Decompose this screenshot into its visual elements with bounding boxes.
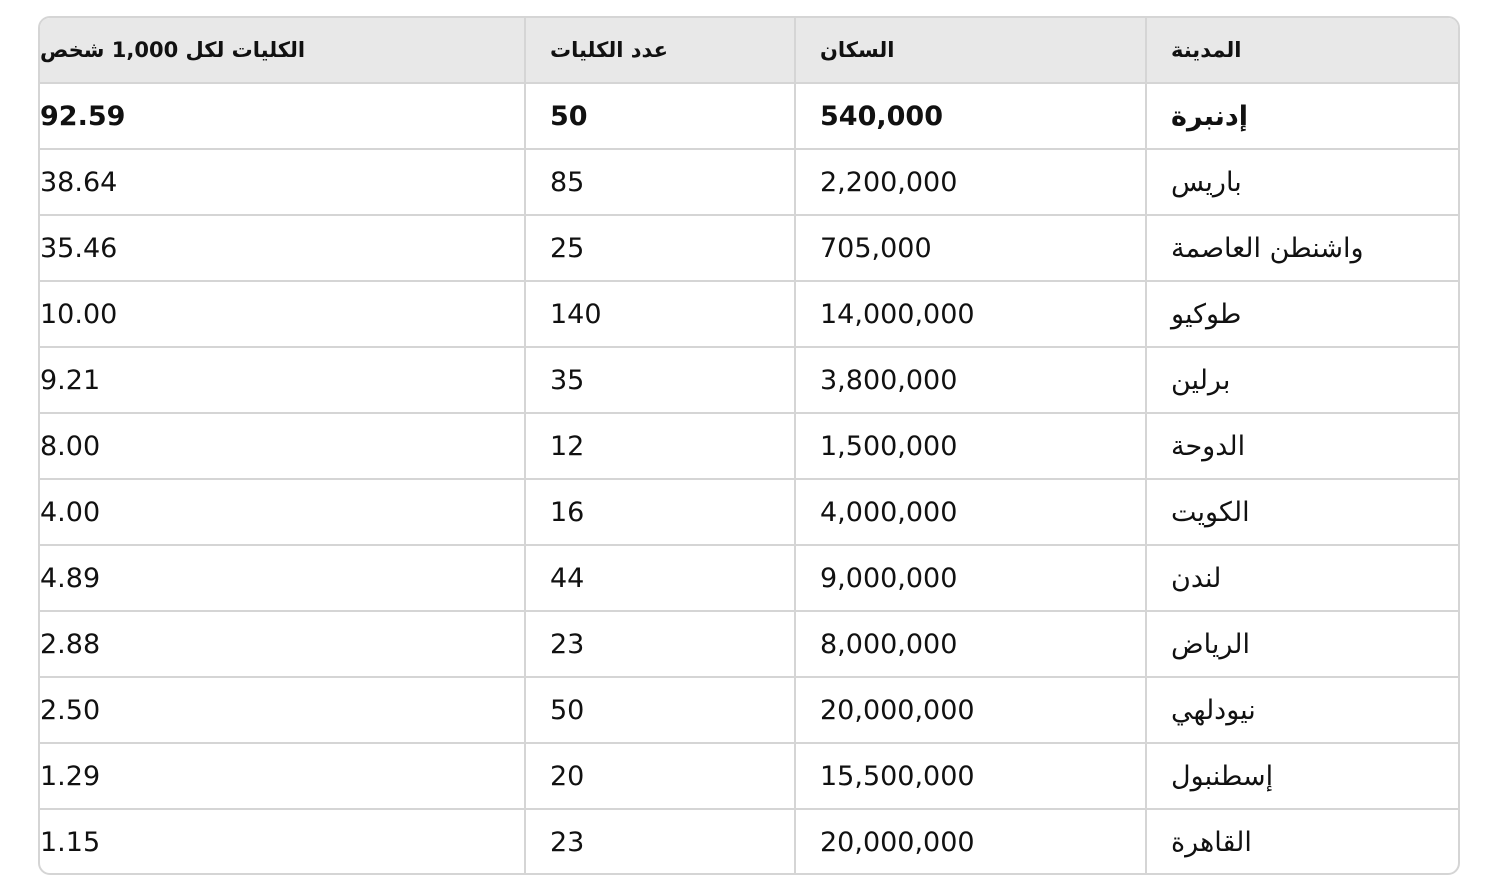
cell-ratio: 8.00 — [40, 413, 525, 479]
cell-ratio: 1.15 — [40, 809, 525, 874]
cell-colleges: 85 — [525, 149, 795, 215]
cell-ratio: 4.00 — [40, 479, 525, 545]
cell-city: الرياض — [1146, 611, 1460, 677]
cell-city: طوكيو — [1146, 281, 1460, 347]
cell-population: 15,500,000 — [795, 743, 1146, 809]
cell-colleges: 50 — [525, 83, 795, 149]
table-row — [40, 479, 1460, 545]
cell-ratio: 1.29 — [40, 743, 525, 809]
cell-colleges: 20 — [525, 743, 795, 809]
cell-city: الكويت — [1146, 479, 1460, 545]
cell-colleges: 16 — [525, 479, 795, 545]
table-row — [40, 149, 1460, 215]
cell-ratio: 2.50 — [40, 677, 525, 743]
table-row — [40, 281, 1460, 347]
cell-ratio: 35.46 — [40, 215, 525, 281]
cell-population: 8,000,000 — [795, 611, 1146, 677]
cell-city: إدنبرة — [1146, 83, 1460, 149]
header-colleges: عدد الكليات — [525, 18, 795, 83]
cell-population: 20,000,000 — [795, 677, 1146, 743]
cell-ratio: 2.88 — [40, 611, 525, 677]
table-row — [40, 215, 1460, 281]
table-row — [40, 743, 1460, 809]
header-ratio: الكليات لكل 1,000 شخص — [40, 18, 525, 83]
colleges-table-container — [38, 16, 1460, 875]
cell-population: 705,000 — [795, 215, 1146, 281]
cell-ratio: 92.59 — [40, 83, 525, 149]
header-row — [40, 18, 1460, 83]
header-population: السكان — [795, 18, 1146, 83]
cell-colleges: 25 — [525, 215, 795, 281]
cell-population: 3,800,000 — [795, 347, 1146, 413]
cell-population: 540,000 — [795, 83, 1146, 149]
cell-colleges: 44 — [525, 545, 795, 611]
colleges-table — [40, 18, 1460, 874]
cell-population: 1,500,000 — [795, 413, 1146, 479]
cell-colleges: 23 — [525, 809, 795, 874]
table-row — [40, 545, 1460, 611]
table-row — [40, 611, 1460, 677]
cell-city: إسطنبول — [1146, 743, 1460, 809]
table-row — [40, 347, 1460, 413]
cell-colleges: 12 — [525, 413, 795, 479]
cell-city: الدوحة — [1146, 413, 1460, 479]
cell-colleges: 140 — [525, 281, 795, 347]
table-row — [40, 413, 1460, 479]
cell-population: 9,000,000 — [795, 545, 1146, 611]
cell-city: برلين — [1146, 347, 1460, 413]
cell-city: القاهرة — [1171, 826, 1252, 858]
cell-colleges: 50 — [525, 677, 795, 743]
table-row — [40, 809, 1460, 874]
cell-ratio: 10.00 — [40, 281, 525, 347]
cell-city: لندن — [1146, 545, 1460, 611]
cell-population: 20,000,000 — [795, 809, 1146, 874]
cell-ratio: 9.21 — [40, 347, 525, 413]
cell-city: واشنطن العاصمة — [1146, 215, 1460, 281]
cell-city: نيودلهي — [1146, 677, 1460, 743]
cell-colleges: 23 — [525, 611, 795, 677]
table-row — [40, 677, 1460, 743]
cell-population: 2,200,000 — [795, 149, 1146, 215]
table-row — [40, 83, 1460, 149]
cell-city: باريس — [1146, 149, 1460, 215]
cell-ratio: 38.64 — [40, 149, 525, 215]
cell-population: 4,000,000 — [795, 479, 1146, 545]
cell-ratio: 4.89 — [40, 545, 525, 611]
cell-colleges: 35 — [525, 347, 795, 413]
cell-population: 14,000,000 — [795, 281, 1146, 347]
header-city: المدينة — [1146, 18, 1460, 83]
